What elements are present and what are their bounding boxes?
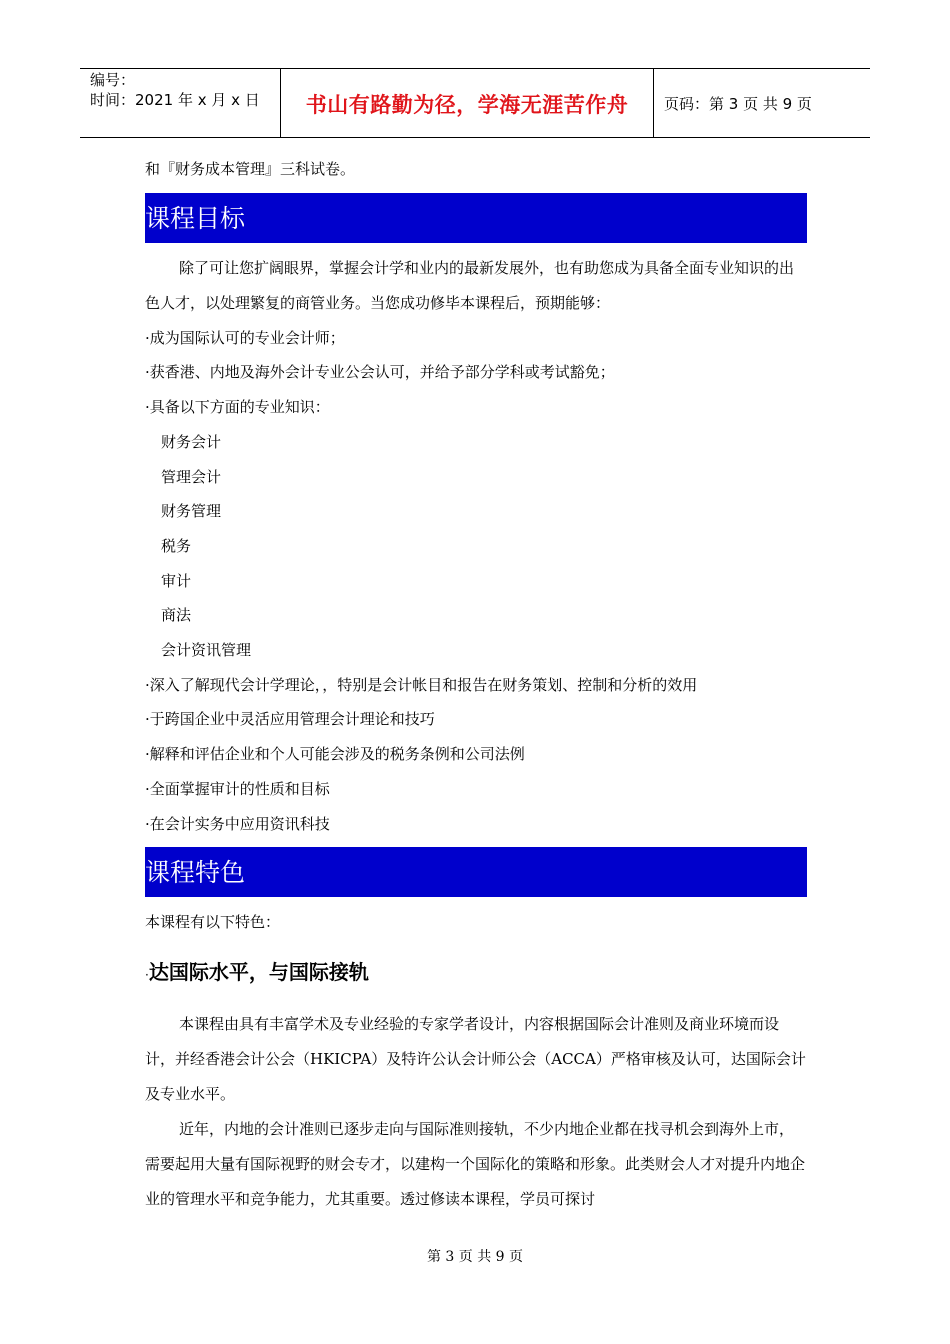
- sub-item: 审计: [161, 571, 192, 590]
- serial-label: 编号：: [90, 71, 136, 89]
- document-body: [145, 152, 807, 1217]
- bullet-item: ·获香港、内地及海外会计专业公会认可，并给予部分学科或考试豁免；: [145, 363, 615, 382]
- date-label: 时间：2021 年 x 月 x 日: [90, 91, 260, 109]
- bullet-item: ·深入了解现代会计学理论，，特别是会计帐目和报告在财务策划、控制和分析的效用: [145, 675, 698, 694]
- feature-paragraph: 本课程由具有丰富学术及专业经验的专家学者设计，内容根据国际会计准则及商业环境而设计，并经香港会计公会（HKICPA）及特许公认会计师公会（ACCA）严格审核及认可，达国际会计及专业水平。: [145, 1014, 806, 1103]
- page-header: [80, 68, 870, 138]
- sub-item: 财务管理: [161, 502, 222, 521]
- bullet-item: ·解释和评估企业和个人可能会涉及的税务条例和公司法例: [145, 745, 525, 764]
- bullet-item: ·具备以下方面的专业知识：: [145, 398, 330, 417]
- subheading-bullet: ·: [145, 967, 149, 982]
- sub-item: 会计资讯管理: [161, 641, 252, 660]
- section-heading-goals: [145, 193, 807, 243]
- header-motto-cell: [281, 69, 654, 137]
- header-motto: 书山有路勤为径，学海无涯苦作舟: [305, 93, 629, 117]
- intro-line: 和『财务成本管理』三科试卷。: [145, 160, 356, 178]
- header-page-number: 页码：第 3 页 共 9 页: [664, 95, 812, 113]
- bullet-item: ·全面掌握审计的性质和目标: [145, 779, 330, 798]
- section-title: 课程目标: [145, 203, 246, 233]
- header-meta-cell: [80, 69, 281, 137]
- sub-item: 税务: [161, 536, 192, 555]
- sub-item: 管理会计: [161, 467, 222, 486]
- features-lead: 本课程有以下特色：: [145, 913, 281, 932]
- subheading-text: 达国际水平，与国际接轨: [148, 959, 369, 984]
- bullet-item: ·于跨国企业中灵活应用管理会计理论和技巧: [145, 710, 435, 729]
- sub-item: 商法: [161, 606, 192, 625]
- bullet-item: ·成为国际认可的专业会计师；: [145, 328, 345, 347]
- feature-paragraph: 近年，内地的会计准则已逐步走向与国际准则接轨，不少内地企业都在找寻机会到海外上市，需要起用大量有国际视野的财会专才，以建构一个国际化的策略和形象。此类财会人才对提升内地企业的管理水平和竞争能力，尤其重要。透过修读本课程，学员可探讨: [145, 1119, 806, 1208]
- page-footer: 第 3 页 共 9 页: [426, 1249, 524, 1265]
- header-page-cell: [654, 69, 870, 137]
- bullet-item: ·在会计实务中应用资讯科技: [145, 814, 330, 833]
- sub-item: 财务会计: [161, 432, 222, 451]
- goals-paragraph: 除了可让您扩阔眼界，掌握会计学和业内的最新发展外，也有助您成为具备全面专业知识的出色人才，以处理繁复的商管业务。当您成功修毕本课程后，预期能够：: [145, 258, 795, 312]
- section-title: 课程特色: [145, 858, 246, 888]
- feature-subheading: [145, 958, 807, 989]
- section-heading-features: [145, 847, 807, 897]
